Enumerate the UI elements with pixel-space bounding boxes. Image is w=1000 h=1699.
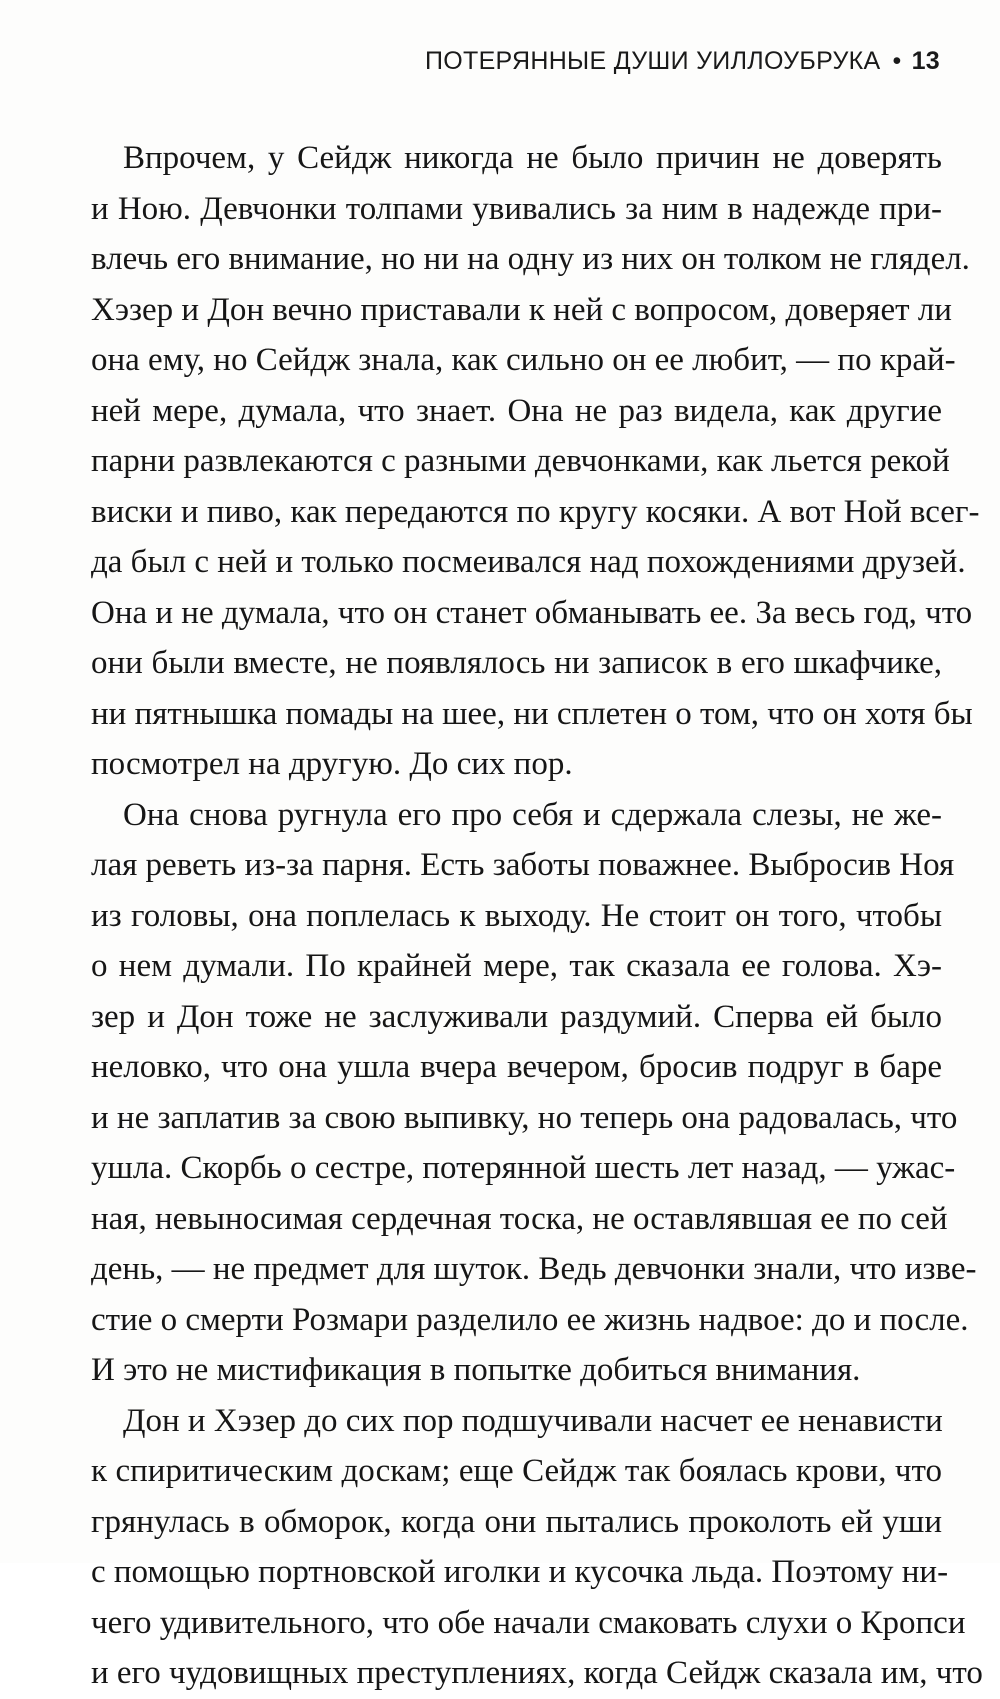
page-number: 13 — [911, 47, 940, 75]
body-text — [91, 133, 983, 1699]
header-separator: • — [892, 47, 902, 75]
paragraph-2 — [91, 790, 977, 1396]
text-line: ней мере, думала, что знает. Она не раз видела, как другие — [91, 392, 942, 429]
text-line: Дон и Хэзер до сих пор подшучивали насчет ее ненависти — [123, 1402, 943, 1439]
text-line: зер и Дон тоже не заслуживали раздумий. Сперва ей было — [91, 998, 942, 1035]
paragraph-1 — [91, 133, 980, 790]
text-line: ни пятнышка помады на шее, ни сплетен о том, что он хотя бы — [91, 695, 973, 732]
text-line: они были вместе, не появлялось ни записок в его шкафчике, — [91, 645, 942, 681]
text-line: да был с ней и только посмеивался над похождениями друзей. — [91, 544, 966, 580]
text-line-last: посмотрел на другую. До сих пор. — [91, 746, 573, 782]
text-line: и Ною. Девчонки толпами увивались за ним в надежде при- — [91, 190, 942, 227]
text-line: ная, невыносимая сердечная тоска, не оставлявшая ее по сей — [91, 1200, 948, 1237]
text-line-last: И это не мистификация в попытке добиться внимания. — [91, 1352, 861, 1388]
text-line: Впрочем, у Сейдж никогда не было причин не доверять — [123, 140, 942, 176]
text-line: и не заплатив за свою выпивку, но теперь она радовалась, что — [91, 1099, 958, 1136]
text-line: день, — не предмет для шуток. Ведь девчонки знали, что изве- — [91, 1251, 977, 1287]
text-line: ушла. Скорбь о сестре, потерянной шесть лет назад, — ужас- — [91, 1150, 956, 1186]
paragraph-3 — [91, 1396, 983, 1699]
text-line: из головы, она поплелась к выходу. Не стоит он того, чтобы — [91, 897, 942, 934]
text-line: чего удивительного, что обе начали смаковать слухи о Кропси — [91, 1604, 966, 1641]
text-line: парни развлекаются с разными девчонками, как льется рекой — [91, 443, 950, 479]
running-header — [425, 47, 940, 76]
text-line: неловко, что она ушла вчера вечером, бросив подруг в баре — [91, 1049, 942, 1085]
text-line: к спиритическим доскам; еще Сейдж так боялась крови, что — [91, 1453, 942, 1489]
text-line: грянулась в обморок, когда они пытались проколоть ей уши — [91, 1503, 942, 1540]
text-line: стие о смерти Розмари разделило ее жизнь надвое: до и после. — [91, 1301, 969, 1338]
text-line: Она снова ругнула его про себя и сдержала слезы, не же- — [123, 796, 942, 833]
text-line: виски и пиво, как передаются по кругу косяки. А вот Ной всег- — [91, 493, 980, 530]
text-line: Она и не думала, что он станет обманывать ее. За весь год, что — [91, 594, 973, 631]
text-line: и его чудовищных преступлениях, когда Сейдж сказала им, что — [91, 1655, 983, 1691]
book-title: ПОТЕРЯННЫЕ ДУШИ УИЛЛОУБРУКА — [425, 47, 881, 75]
text-line: о нем думали. По крайней мере, так сказала ее голова. Хэ- — [91, 948, 942, 984]
text-line: лая реветь из-за парня. Есть заботы поважнее. Выбросив Ноя — [91, 847, 955, 883]
text-line: влечь его внимание, но ни на одну из них он толком не глядел. — [91, 241, 970, 277]
text-line: она ему, но Сейдж знала, как сильно он ее любит, — по край- — [91, 342, 956, 378]
text-line: Хэзер и Дон вечно приставали к ней с вопросом, доверяет ли — [91, 291, 952, 328]
text-line: с помощью портновской иголки и кусочка льда. Поэтому ни- — [91, 1554, 949, 1590]
